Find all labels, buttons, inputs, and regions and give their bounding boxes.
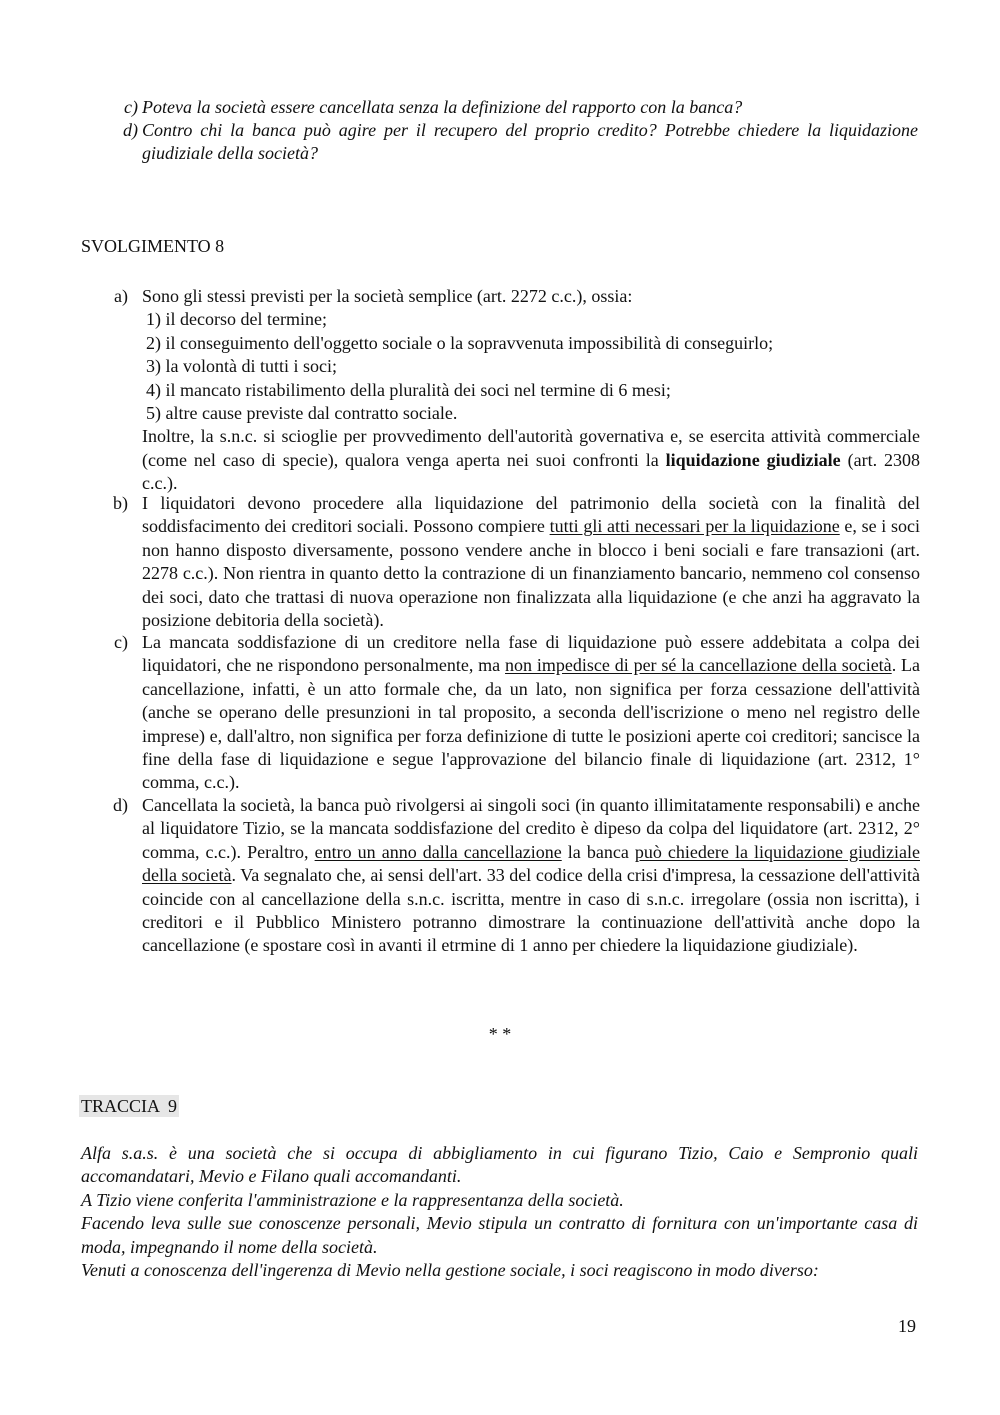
section-heading: SVOLGIMENTO 8 [81,236,225,256]
answer-a-item-4: 4) il mancato ristabilimento della pluralità dei soci nel termine di 6 mesi; [146,379,671,400]
liquidazione-giudiziale-bold: liquidazione giudiziale [665,449,841,470]
question-d-label: d) [123,120,138,140]
answer-d-label: d) [113,795,128,815]
traccia-paragraph-4: Venuti a conoscenza dell'ingerenza di Mevio nella gestione sociale, i soci reagiscono in modo diverso: [81,1260,819,1281]
answer-c-label: c) [114,632,128,652]
answer-b-label: b) [113,493,128,513]
answer-b-underline: tutti gli atti necessari per la liquidazione [549,516,840,537]
question-c-label: c) [124,97,138,117]
page-number: 19 [898,1316,916,1336]
answer-c: La mancata soddisfazione di un creditore nella fase di liquidazione può essere addebitata a colpa dei liquidatori, che ne rispondono personalmente, ma non impedisce di per sé la cancellazione della società. La cancellazione, infatti, è un atto formale che, da un lato, non significa per forza cessazione dell'attività (anche se operano delle presunzioni in tal proposito, a seconda dell'iscrizione o meno nel registro delle imprese) e, dall'altro, non significa per forza definizione di tutte le posizioni aperte coi creditori; sancisce la fine della fase di liquidazione e segue l'approvazione del bilancio finale di liquidazione (art. 2312, 1° comma, c.c.). [142,632,921,793]
traccia-heading [79,1095,179,1118]
section-separator: * * [488,1024,512,1044]
answer-a-closing: Inoltre, la s.n.c. si scioglie per provvedimento dell'autorità governativa e, se esercita attività commerciale (come nel caso di specie), qualora venga aperta nei suoi confronti la liquidazione giudiziale (art. 2308 c.c.). [142,426,921,494]
answer-a-item-1: 1) il decorso del termine; [146,309,327,330]
traccia-paragraph-3: Facendo leva sulle sue conoscenze personali, Mevio stipula un contratto di fornitura con un'importante casa di moda, impegnando il nome della società. [81,1213,918,1257]
answer-d-underline-2: può chiedere la liquidazione giudiziale della società [142,841,920,886]
answer-a-label: a) [114,286,128,306]
answer-a-item-3: 3) la volontà di tutti i soci; [146,356,337,377]
answer-a-item-2: 2) il conseguimento dell'oggetto sociale o la sopravvenuta impossibilità di conseguirlo; [146,332,774,353]
traccia-text [81,1142,918,1282]
answer-a [142,285,920,496]
answer-a-intro: Sono gli stessi previsti per la società semplice (art. 2272 c.c.), ossia: [142,286,633,306]
answer-d-underline-1: entro un anno dalla cancellazione [314,841,562,862]
traccia-heading-text: TRACCIA 9 [81,1096,178,1116]
question-c-text: Poteva la società essere cancellata senza la definizione del rapporto con la banca? [142,97,743,117]
question-d-text: Contro chi la banca può agire per il recupero del proprio credito? Potrebbe chiedere la liquidazione giudiziale della società? [142,120,918,164]
answer-c-underline: non impedisce di per sé la cancellazione della società [505,655,892,676]
traccia-paragraph-1: Alfa s.a.s. è una società che si occupa di abbigliamento in cui figurano Tizio, Caio e Sempronio quali accomandatari, Mevio e Filano quali accomandanti. [81,1143,918,1187]
answer-d: Cancellata la società, la banca può rivolgersi ai singoli soci (in quanto illimitatamente responsabili) e anche al liquidatore Tizio, se la mancata soddisfazione del credito è dipeso da colpa del liquidatore (art. 2312, 2° comma, c.c.). Peraltro, entro un anno dalla cancellazione la banca può chiedere la liquidazione giudiziale della società. Va segnalato che, ai sensi dell'art. 33 del codice della crisi d'impresa, la cessazione dell'attività coincide con al cancellazione della s.n.c. iscritta, mentre in caso di s.n.c. irregolare (ossia non iscritta), i creditori e il Pubblico Ministero potranno dimostrare la continuazione dell'attività anche dopo la cancellazione (e spostare così in avanti il etrmine di 1 anno per chiedere la liquidazione giudiziale). [142,795,920,956]
traccia-paragraph-2: A Tizio viene conferita l'amministrazione e la rappresentanza della società. [81,1189,624,1210]
answer-b: I liquidatori devono procedere alla liquidazione del patrimonio della società con la finalità del soddisfacimento dei creditori sociali. Possono compiere tutti gli atti necessari per la liquidazione e, se i soci non hanno disposto diversamente, possono vendere anche in blocco i beni sociali e fare transazioni (art. 2278 c.c.). Non rientra in quanto detto la contrazione di un finanziamento bancario, nemmeno col consenso dei soci, dato che trattasi di nuova operazione non finalizzata alla liquidazione (e che anzi ha aggravato la posizione debitoria della società). [142,493,920,631]
answer-a-item-5: 5) altre cause previste dal contratto sociale. [146,403,458,424]
